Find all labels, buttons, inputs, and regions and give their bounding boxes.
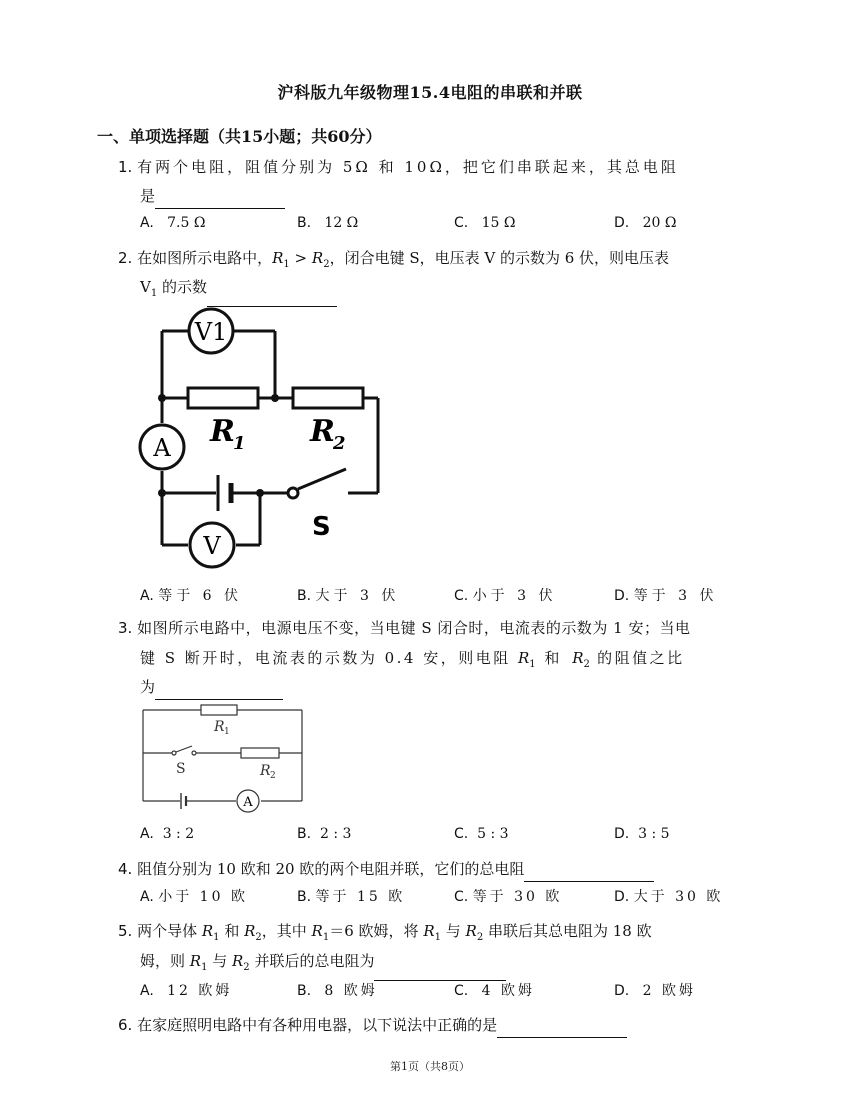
option-text: 小于 10 欧 <box>158 889 248 905</box>
option-text: 等于 30 欧 <box>472 889 563 905</box>
subscript: 1 <box>201 962 208 973</box>
resistor-r1-label: R <box>214 719 225 735</box>
question-text: ，闭合电键 S，电压表 V 的示数为 6 伏，则电压表 <box>329 249 670 267</box>
variable: R <box>189 952 202 970</box>
subscript: 1 <box>529 659 536 670</box>
variable: R <box>517 649 530 667</box>
question-text: 键 S 断开时，电流表的示数为 0.4 安，则电阻 <box>140 649 518 667</box>
subscript: 1 <box>434 932 441 943</box>
subscript: 2 <box>583 659 590 670</box>
question-number: 3. <box>118 619 133 637</box>
option-text: 8 欧姆 <box>324 983 378 999</box>
question-text: 姆，则 <box>140 952 190 970</box>
question-5 <box>118 918 652 951</box>
option-text: 等于 3 伏 <box>633 588 718 604</box>
option-c[interactable] <box>454 215 515 231</box>
option-d[interactable] <box>614 826 670 842</box>
option-label: D. <box>614 215 630 231</box>
option-text: 15 Ω <box>481 215 516 231</box>
option-a[interactable] <box>140 585 242 605</box>
voltmeter-v1-label: V1 <box>194 318 228 346</box>
question-text: 并联后的总电阻为 <box>249 952 375 970</box>
answer-blank[interactable] <box>374 964 506 981</box>
question-text: 是 <box>140 187 156 205</box>
option-b[interactable] <box>297 215 358 231</box>
question-number: 1. <box>118 158 133 176</box>
page-footer: 第1页（共8页） <box>390 1060 470 1073</box>
question-text: 和 <box>535 649 573 667</box>
subscript: 1 <box>283 259 290 270</box>
page-title: 沪科版九年级物理15.4电阻的串联和并联 <box>277 83 583 102</box>
section-heading: 一、单项选择题（共15小题；共60分） <box>97 127 382 146</box>
ammeter-label: A <box>153 434 171 462</box>
variable: R <box>201 922 214 940</box>
option-label: A. <box>140 588 154 604</box>
option-text: 2 欧姆 <box>642 983 696 999</box>
option-label: D. <box>614 983 630 999</box>
question-text: 阻值分别为 10 欧和 20 欧的两个电阻并联，它们的总电阻 <box>137 860 525 878</box>
answer-blank[interactable] <box>155 683 283 700</box>
option-a[interactable] <box>140 886 248 906</box>
operator: > <box>289 249 312 267</box>
option-text: 3 : 2 <box>162 826 195 842</box>
option-text: 大于 30 欧 <box>633 889 724 905</box>
question-number: 6. <box>118 1016 133 1034</box>
option-d[interactable] <box>614 886 723 906</box>
option-a[interactable] <box>140 215 205 231</box>
circuit-diagram-q3 <box>138 700 310 816</box>
question-text: 的示数 <box>157 278 207 296</box>
option-label: A. <box>140 983 154 999</box>
option-label: D. <box>614 826 630 842</box>
option-text: 2 : 3 <box>319 826 352 842</box>
option-label: C. <box>454 889 469 905</box>
option-text: 等于 15 欧 <box>315 889 406 905</box>
variable: R <box>311 922 323 940</box>
question-4 <box>118 856 654 882</box>
option-label: C. <box>454 826 469 842</box>
question-6 <box>118 1012 627 1038</box>
option-a[interactable] <box>140 826 194 842</box>
option-label: A. <box>140 826 154 842</box>
variable: R <box>244 922 256 940</box>
question-text: 和 <box>219 922 245 940</box>
option-text: 小于 3 伏 <box>472 588 557 604</box>
question-text: 串联后其总电阻为 18 欧 <box>483 922 652 940</box>
answer-blank[interactable] <box>497 1021 627 1038</box>
question-text: 两个导体 <box>137 922 202 940</box>
option-d[interactable] <box>614 215 676 231</box>
subscript: 2 <box>323 259 330 270</box>
variable: R <box>423 922 435 940</box>
variable: V <box>140 278 151 296</box>
variable: R <box>311 249 324 267</box>
option-label: B. <box>297 215 312 231</box>
option-b[interactable] <box>297 980 378 1000</box>
variable: R <box>272 249 284 267</box>
option-b[interactable] <box>297 585 399 605</box>
subscript: 1 <box>213 932 220 943</box>
resistor-r1-subscript: 1 <box>233 433 246 454</box>
resistor-r2-subscript: 2 <box>333 433 346 454</box>
switch-label: S <box>176 761 186 777</box>
option-a[interactable] <box>140 980 232 1000</box>
option-c[interactable] <box>454 980 535 1000</box>
option-text: 12 Ω <box>324 215 359 231</box>
variable: R <box>465 922 477 940</box>
question-3-line3 <box>140 674 283 700</box>
option-text: 3 : 5 <box>638 826 670 842</box>
question-text: 与 <box>207 952 232 970</box>
answer-blank[interactable] <box>155 192 285 209</box>
question-5-line2 <box>140 948 506 981</box>
option-text: 4 欧姆 <box>481 983 535 999</box>
subscript: 1 <box>150 288 158 299</box>
option-label: A. <box>140 889 154 905</box>
question-number: 4. <box>118 860 133 878</box>
option-label: A. <box>140 215 154 231</box>
option-c[interactable] <box>454 886 562 906</box>
answer-blank[interactable] <box>524 865 654 882</box>
question-1 <box>118 154 679 180</box>
option-label: C. <box>454 215 469 231</box>
option-label: B. <box>297 826 312 842</box>
option-d[interactable] <box>614 980 696 1000</box>
option-d[interactable] <box>614 585 718 605</box>
question-1-line2 <box>140 183 285 209</box>
option-text: 等于 6 伏 <box>158 588 243 604</box>
resistor-r2-subscript: 2 <box>270 771 276 781</box>
resistor-r1-subscript: 1 <box>224 727 230 737</box>
option-label: D. <box>614 588 630 604</box>
question-number: 5. <box>118 922 133 940</box>
question-text: 有两个电阻，阻值分别为 5Ω 和 10Ω，把它们串联起来，其总电阻 <box>137 158 679 176</box>
option-text: 大于 3 伏 <box>315 588 400 604</box>
question-number: 2. <box>118 249 133 267</box>
option-text: 7.5 Ω <box>167 215 206 231</box>
question-text: 如图所示电路中，电源电压不变，当电键 S 闭合时，电流表的示数为 1 安；当电 <box>137 619 691 637</box>
option-b[interactable] <box>297 886 405 906</box>
subscript: 1 <box>322 932 330 943</box>
question-3 <box>118 615 691 641</box>
option-text: 5 : 3 <box>477 826 509 842</box>
question-text: ＝6 欧姆，将 <box>329 922 424 940</box>
subscript: 2 <box>476 932 484 943</box>
option-label: B. <box>297 889 312 905</box>
voltmeter-v-label: V <box>203 532 221 560</box>
option-label: B. <box>297 588 312 604</box>
subscript: 2 <box>255 932 262 943</box>
switch-label: S <box>312 512 331 542</box>
option-label: D. <box>614 889 630 905</box>
option-label: B. <box>297 983 312 999</box>
question-text: 为 <box>140 678 156 696</box>
resistor-r2-label: R <box>260 763 271 779</box>
question-text: 的阻值之比 <box>589 649 685 667</box>
question-text: 在如图所示电路中， <box>137 249 273 267</box>
subscript: 2 <box>243 962 250 973</box>
option-label: C. <box>454 588 469 604</box>
variable: R <box>232 952 244 970</box>
question-text: 与 <box>440 922 466 940</box>
resistor-r1-label: R <box>210 414 235 449</box>
option-text: 12 欧姆 <box>167 983 233 999</box>
question-text: ，其中 <box>261 922 312 940</box>
option-text: 20 Ω <box>642 215 677 231</box>
option-c[interactable] <box>454 826 509 842</box>
question-text: 在家庭照明电路中有各种用电器，以下说法中正确的是 <box>137 1016 498 1034</box>
ammeter-label: A <box>243 795 253 810</box>
circuit-diagram-q2 <box>138 303 398 575</box>
variable: R <box>572 649 584 667</box>
option-label: C. <box>454 983 469 999</box>
option-c[interactable] <box>454 585 557 605</box>
option-b[interactable] <box>297 826 351 842</box>
resistor-r2-label: R <box>310 414 335 449</box>
